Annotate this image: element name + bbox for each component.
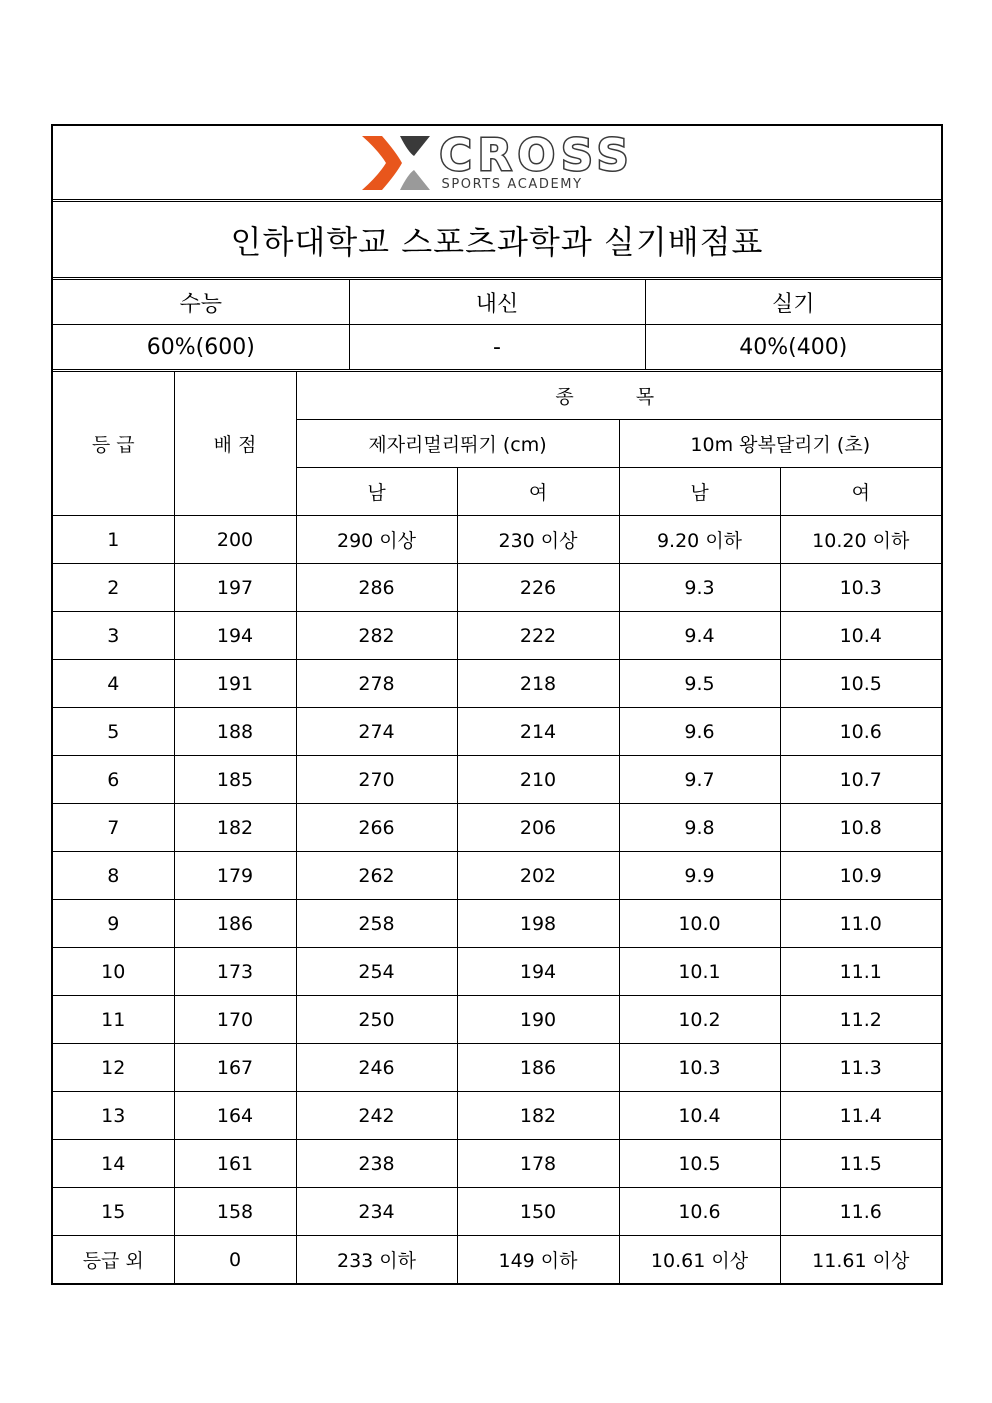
grade-cell: 9 [53, 900, 174, 948]
run-male-cell: 10.5 [619, 1140, 780, 1188]
ratio-header-naesin: 내신 [349, 280, 645, 325]
run-female-cell: 10.6 [780, 708, 941, 756]
run-female-cell: 11.3 [780, 1044, 941, 1092]
grade-cell: 3 [53, 612, 174, 660]
run-female-cell: 10.8 [780, 804, 941, 852]
grade-cell: 4 [53, 660, 174, 708]
run-female-cell: 10.9 [780, 852, 941, 900]
jump-female-cell: 178 [457, 1140, 619, 1188]
table-row [53, 900, 941, 948]
run-male-cell: 9.20 이하 [619, 516, 780, 564]
score-cell: 186 [174, 900, 296, 948]
grade-cell: 12 [53, 1044, 174, 1092]
run-male-cell: 10.6 [619, 1188, 780, 1236]
score-sheet [51, 124, 943, 1285]
gender-male-jump: 남 [296, 468, 457, 516]
grade-cell: 15 [53, 1188, 174, 1236]
jump-male-cell: 278 [296, 660, 457, 708]
page-title: 인하대학교 스포츠과학과 실기배점표 [53, 202, 941, 280]
header-row-1 [53, 372, 941, 420]
ratio-value-suneung: 60%(600) [53, 325, 349, 371]
table-row [53, 516, 941, 564]
jump-male-cell: 254 [296, 948, 457, 996]
ratio-header-row [53, 280, 941, 325]
score-header: 배 점 [174, 372, 296, 516]
jump-female-cell: 194 [457, 948, 619, 996]
jump-male-cell: 282 [296, 612, 457, 660]
grade-cell: 7 [53, 804, 174, 852]
table-row [53, 660, 941, 708]
jump-female-cell: 198 [457, 900, 619, 948]
grade-cell: 8 [53, 852, 174, 900]
gender-male-run: 남 [619, 468, 780, 516]
gender-female-run: 여 [780, 468, 941, 516]
run-female-cell: 10.7 [780, 756, 941, 804]
grade-cell: 13 [53, 1092, 174, 1140]
grade-cell: 2 [53, 564, 174, 612]
grade-cell: 1 [53, 516, 174, 564]
score-cell: 0 [174, 1236, 296, 1284]
run-male-cell: 9.7 [619, 756, 780, 804]
table-row [53, 1188, 941, 1236]
jump-female-cell: 206 [457, 804, 619, 852]
run-female-cell: 11.61 이상 [780, 1236, 941, 1284]
table-row [53, 804, 941, 852]
jump-female-cell: 214 [457, 708, 619, 756]
jump-male-cell: 262 [296, 852, 457, 900]
run-male-cell: 10.1 [619, 948, 780, 996]
run-female-cell: 11.0 [780, 900, 941, 948]
event-long-jump: 제자리멀리뛰기 (cm) [296, 420, 619, 468]
jump-male-cell: 233 이하 [296, 1236, 457, 1284]
score-cell: 173 [174, 948, 296, 996]
grade-cell: 11 [53, 996, 174, 1044]
jump-male-cell: 246 [296, 1044, 457, 1092]
run-male-cell: 9.9 [619, 852, 780, 900]
score-cell: 185 [174, 756, 296, 804]
table-row [53, 1044, 941, 1092]
jump-male-cell: 238 [296, 1140, 457, 1188]
jump-male-cell: 234 [296, 1188, 457, 1236]
run-female-cell: 10.4 [780, 612, 941, 660]
gender-female-jump: 여 [457, 468, 619, 516]
run-female-cell: 11.6 [780, 1188, 941, 1236]
ratio-header-silgi: 실기 [645, 280, 941, 325]
events-header: 종 목 [296, 372, 941, 420]
jump-male-cell: 290 이상 [296, 516, 457, 564]
logo-row [53, 126, 941, 202]
run-female-cell: 11.4 [780, 1092, 941, 1140]
grade-cell: 등급 외 [53, 1236, 174, 1284]
score-table [53, 372, 941, 1283]
cross-x-icon [360, 132, 434, 194]
run-male-cell: 9.6 [619, 708, 780, 756]
jump-female-cell: 149 이하 [457, 1236, 619, 1284]
grade-cell: 5 [53, 708, 174, 756]
jump-female-cell: 186 [457, 1044, 619, 1092]
table-row [53, 1236, 941, 1284]
grade-cell: 10 [53, 948, 174, 996]
jump-female-cell: 202 [457, 852, 619, 900]
run-male-cell: 10.61 이상 [619, 1236, 780, 1284]
jump-female-cell: 230 이상 [457, 516, 619, 564]
jump-female-cell: 190 [457, 996, 619, 1044]
table-row [53, 564, 941, 612]
run-female-cell: 10.3 [780, 564, 941, 612]
ratio-value-silgi: 40%(400) [645, 325, 941, 371]
run-female-cell: 10.20 이하 [780, 516, 941, 564]
jump-female-cell: 150 [457, 1188, 619, 1236]
run-male-cell: 9.8 [619, 804, 780, 852]
table-row [53, 1092, 941, 1140]
score-cell: 179 [174, 852, 296, 900]
run-male-cell: 10.3 [619, 1044, 780, 1092]
brand-tagline: SPORTS ACADEMY [441, 176, 583, 192]
score-cell: 161 [174, 1140, 296, 1188]
jump-male-cell: 286 [296, 564, 457, 612]
run-female-cell: 10.5 [780, 660, 941, 708]
score-cell: 158 [174, 1188, 296, 1236]
score-cell: 167 [174, 1044, 296, 1092]
run-male-cell: 10.2 [619, 996, 780, 1044]
jump-female-cell: 210 [457, 756, 619, 804]
run-female-cell: 11.5 [780, 1140, 941, 1188]
run-male-cell: 9.4 [619, 612, 780, 660]
table-row [53, 612, 941, 660]
table-row [53, 1140, 941, 1188]
table-row [53, 852, 941, 900]
ratio-header-suneung: 수능 [53, 280, 349, 325]
score-cell: 188 [174, 708, 296, 756]
run-male-cell: 10.4 [619, 1092, 780, 1140]
grade-header: 등 급 [53, 372, 174, 516]
jump-female-cell: 182 [457, 1092, 619, 1140]
jump-male-cell: 242 [296, 1092, 457, 1140]
score-cell: 194 [174, 612, 296, 660]
jump-male-cell: 258 [296, 900, 457, 948]
table-row [53, 948, 941, 996]
jump-female-cell: 226 [457, 564, 619, 612]
grade-cell: 14 [53, 1140, 174, 1188]
score-cell: 164 [174, 1092, 296, 1140]
score-cell: 182 [174, 804, 296, 852]
score-cell: 191 [174, 660, 296, 708]
ratio-table [53, 280, 941, 372]
jump-male-cell: 266 [296, 804, 457, 852]
run-male-cell: 10.0 [619, 900, 780, 948]
brand-name: CROSS [439, 129, 635, 181]
run-male-cell: 9.3 [619, 564, 780, 612]
jump-female-cell: 218 [457, 660, 619, 708]
score-rows [53, 516, 941, 1284]
ratio-value-row [53, 325, 941, 371]
table-row [53, 996, 941, 1044]
run-male-cell: 9.5 [619, 660, 780, 708]
score-cell: 170 [174, 996, 296, 1044]
event-shuttle-run: 10m 왕복달리기 (초) [619, 420, 941, 468]
jump-male-cell: 250 [296, 996, 457, 1044]
score-cell: 200 [174, 516, 296, 564]
run-female-cell: 11.1 [780, 948, 941, 996]
jump-female-cell: 222 [457, 612, 619, 660]
jump-male-cell: 270 [296, 756, 457, 804]
score-cell: 197 [174, 564, 296, 612]
grade-cell: 6 [53, 756, 174, 804]
run-female-cell: 11.2 [780, 996, 941, 1044]
ratio-value-naesin: - [349, 325, 645, 371]
jump-male-cell: 274 [296, 708, 457, 756]
cross-logo [360, 129, 635, 194]
table-row [53, 756, 941, 804]
table-row [53, 708, 941, 756]
